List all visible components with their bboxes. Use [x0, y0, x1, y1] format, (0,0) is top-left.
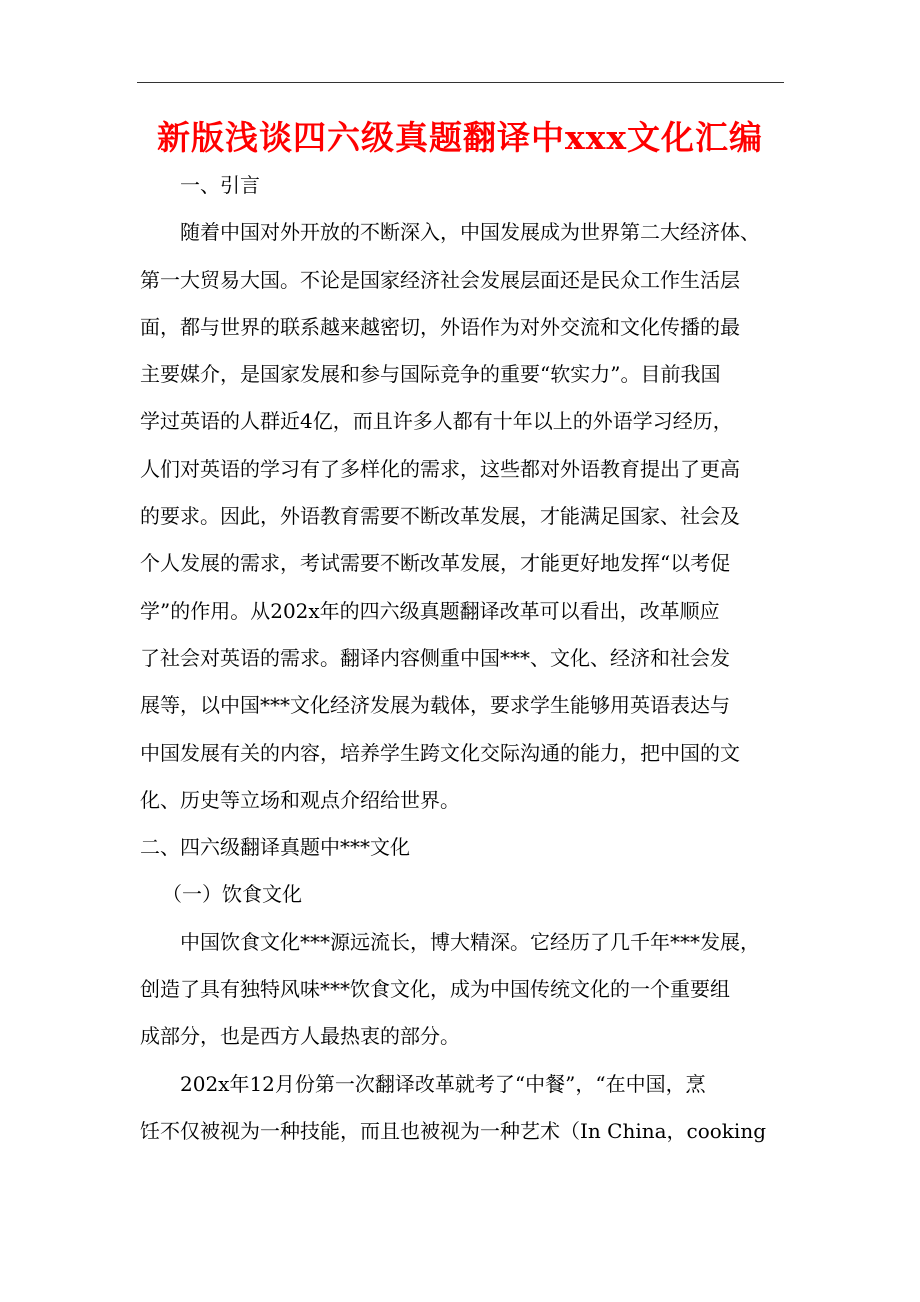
paragraph-line: 展等，以中国***文化经济发展为载体，要求学生能够用英语表达与 — [140, 693, 730, 718]
paragraph-line: 了社会对英语的需求。翻译内容侧重中国***、文化、经济和社会发 — [140, 645, 730, 670]
section-heading-culture: 二、四六级翻译真题中***文化 — [140, 835, 410, 860]
paragraph-line: 202x年12月份第一次翻译改革就考了“中餐”，“在中国，烹 — [180, 1071, 706, 1096]
paragraph-line: 个人发展的需求，考试需要不断改革发展，才能更好地发挥“以考促 — [140, 551, 731, 576]
paragraph-line: 主要媒介，是国家发展和参与国际竞争的重要“软实力”。目前我国 — [140, 362, 721, 387]
paragraph-line: 人们对英语的学习有了多样化的需求，这些都对外语教育提出了更高 — [140, 456, 740, 481]
paragraph-line: 学”的作用。从202x年的四六级真题翻译改革可以看出，改革顺应 — [140, 598, 720, 623]
paragraph-line: 随着中国对外开放的不断深入，中国发展成为世界第二大经济体、 — [180, 220, 760, 245]
document-title: 新版浅谈四六级真题翻译中xxx文化汇编 — [156, 118, 764, 157]
paragraph-line: 学过英语的人群近4亿，而且许多人都有十年以上的外语学习经历， — [140, 409, 733, 434]
paragraph-line: 中国发展有关的内容，培养学生跨文化交际沟通的能力，把中国的文 — [140, 740, 740, 765]
paragraph-line: 面，都与世界的联系越来越密切，外语作为对外交流和文化传播的最 — [140, 314, 740, 339]
paragraph-intro — [140, 209, 800, 824]
subsection-heading-food: （一）饮食文化 — [162, 882, 302, 907]
paragraph-line: 中国饮食文化***源远流长，博大精深。它经历了几千年***发展， — [180, 929, 760, 954]
paragraph-line: 饪不仅被视为一种技能，而且也被视为一种艺术（In China，cooking — [140, 1118, 767, 1143]
document-body — [140, 162, 800, 1155]
paragraph-exam — [140, 1061, 800, 1156]
paragraph-line: 化、历史等立场和观点介绍给世界。 — [140, 787, 460, 812]
section-heading-intro: 一、引言 — [180, 173, 260, 197]
paragraph-line: 第一大贸易大国。不论是国家经济社会发展层面还是民众工作生活层 — [140, 267, 740, 292]
paragraph-line: 成部分，也是西方人最热衷的部分。 — [140, 1024, 460, 1049]
paragraph-line: 的要求。因此，外语教育需要不断改革发展，才能满足国家、社会及 — [140, 504, 740, 529]
header-rule — [137, 82, 784, 83]
paragraph-line: 创造了具有独特风味***饮食文化，成为中国传统文化的一个重要组 — [140, 977, 730, 1002]
paragraph-food — [140, 919, 800, 1061]
